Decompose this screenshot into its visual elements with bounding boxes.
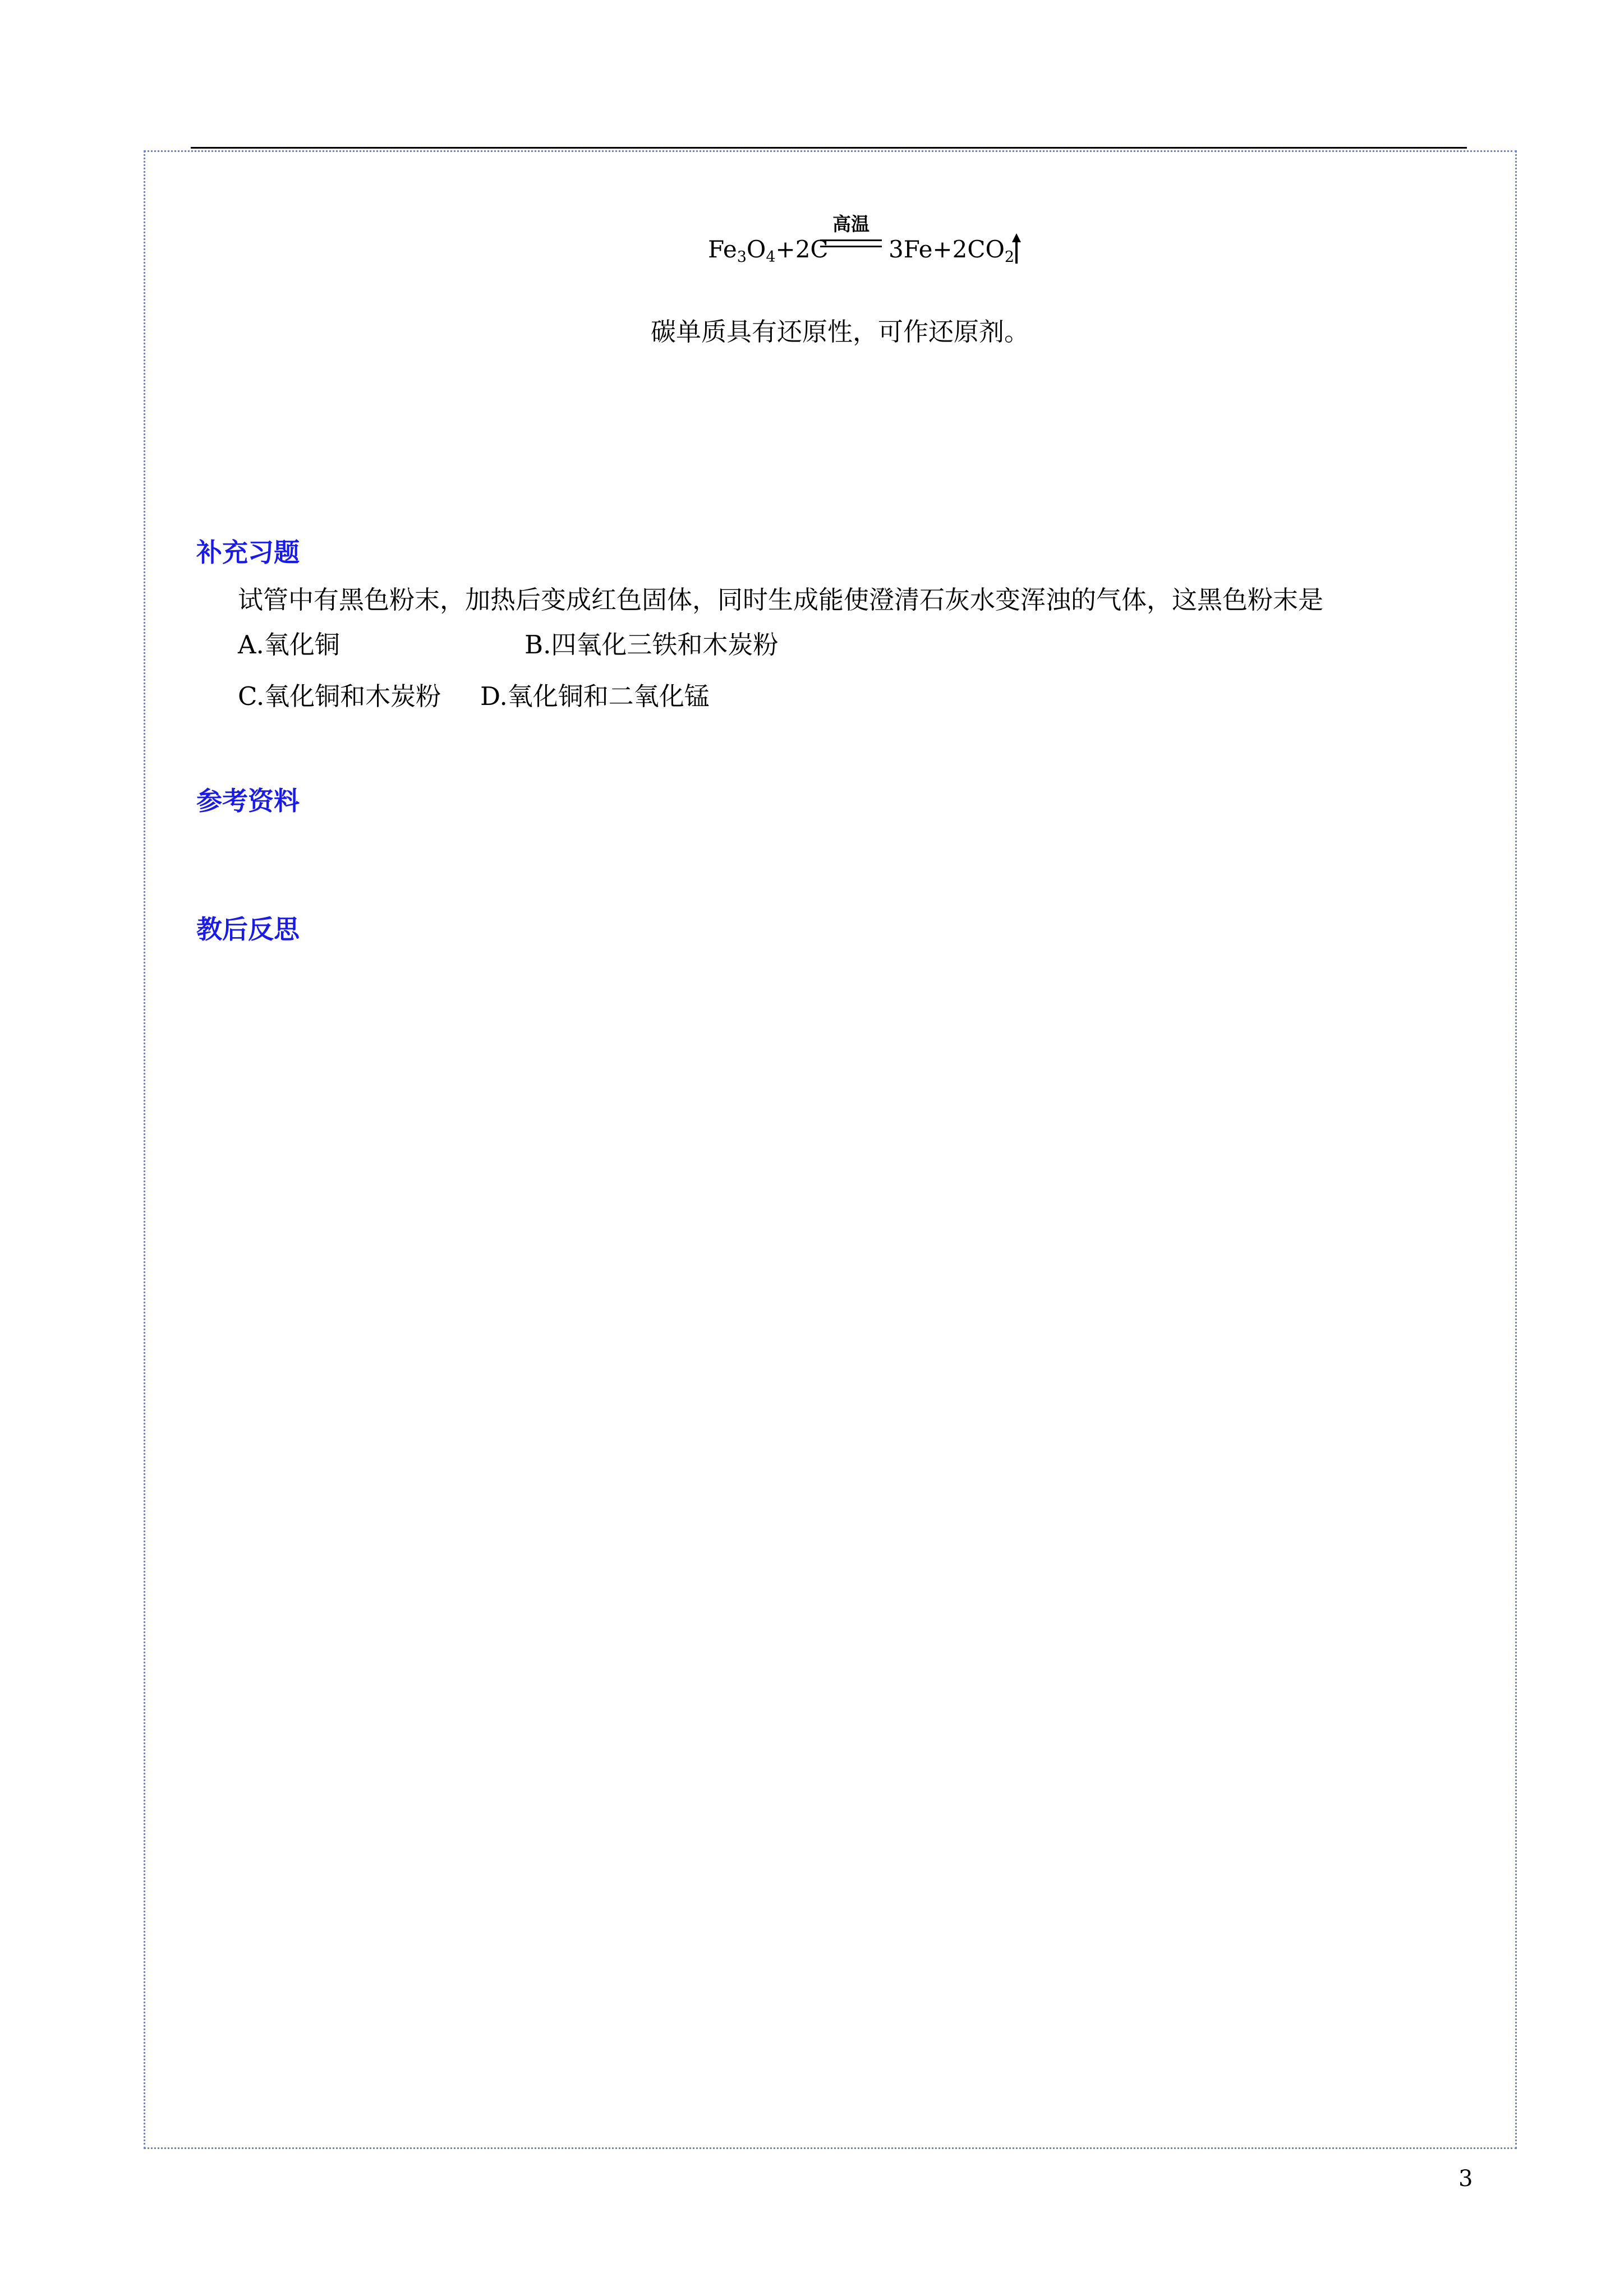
page-frame xyxy=(144,150,1517,2149)
heading-reference-materials: 参考资料 xyxy=(196,786,300,816)
heading-supplementary-exercises: 补充习题 xyxy=(196,537,300,568)
page-number: 3 xyxy=(1459,2166,1473,2192)
equation-right-text: 3Fe+2CO xyxy=(889,236,1005,263)
reaction-condition xyxy=(820,213,882,258)
heading-teaching-reflection: 教后反思 xyxy=(196,914,300,944)
reaction-condition-label: 高温 xyxy=(832,213,869,235)
equation-left-subscript-4: 4 xyxy=(766,248,776,266)
equation-left-carbon: +2C xyxy=(775,236,829,263)
equation-left-fe: Fe xyxy=(708,236,737,263)
equals-bar-top xyxy=(820,239,882,241)
conclusion-statement: 碳单质具有还原性，可作还原剂。 xyxy=(651,317,1030,347)
equation-right-subscript-2: 2 xyxy=(1004,248,1015,266)
equation-left-o: O xyxy=(746,236,766,263)
option-b: B.四氧化三铁和木炭粉 xyxy=(525,630,779,660)
equation-reactants xyxy=(708,236,829,271)
header-rule xyxy=(191,147,1467,149)
option-a: A.氧化铜 xyxy=(238,630,340,660)
exercise-question: 试管中有黑色粉末，加热后变成红色固体，同时生成能使澄清石灰水变浑浊的气体，这黑色粉末是 xyxy=(238,585,1324,615)
equals-bar-bottom xyxy=(820,246,882,247)
up-arrow-icon xyxy=(1010,233,1023,265)
option-c: C.氧化铜和木炭粉 xyxy=(238,681,441,711)
option-d: D.氧化铜和二氧化锰 xyxy=(480,681,710,711)
equation-left-subscript-3: 3 xyxy=(737,248,747,266)
equation-products xyxy=(889,236,1014,271)
